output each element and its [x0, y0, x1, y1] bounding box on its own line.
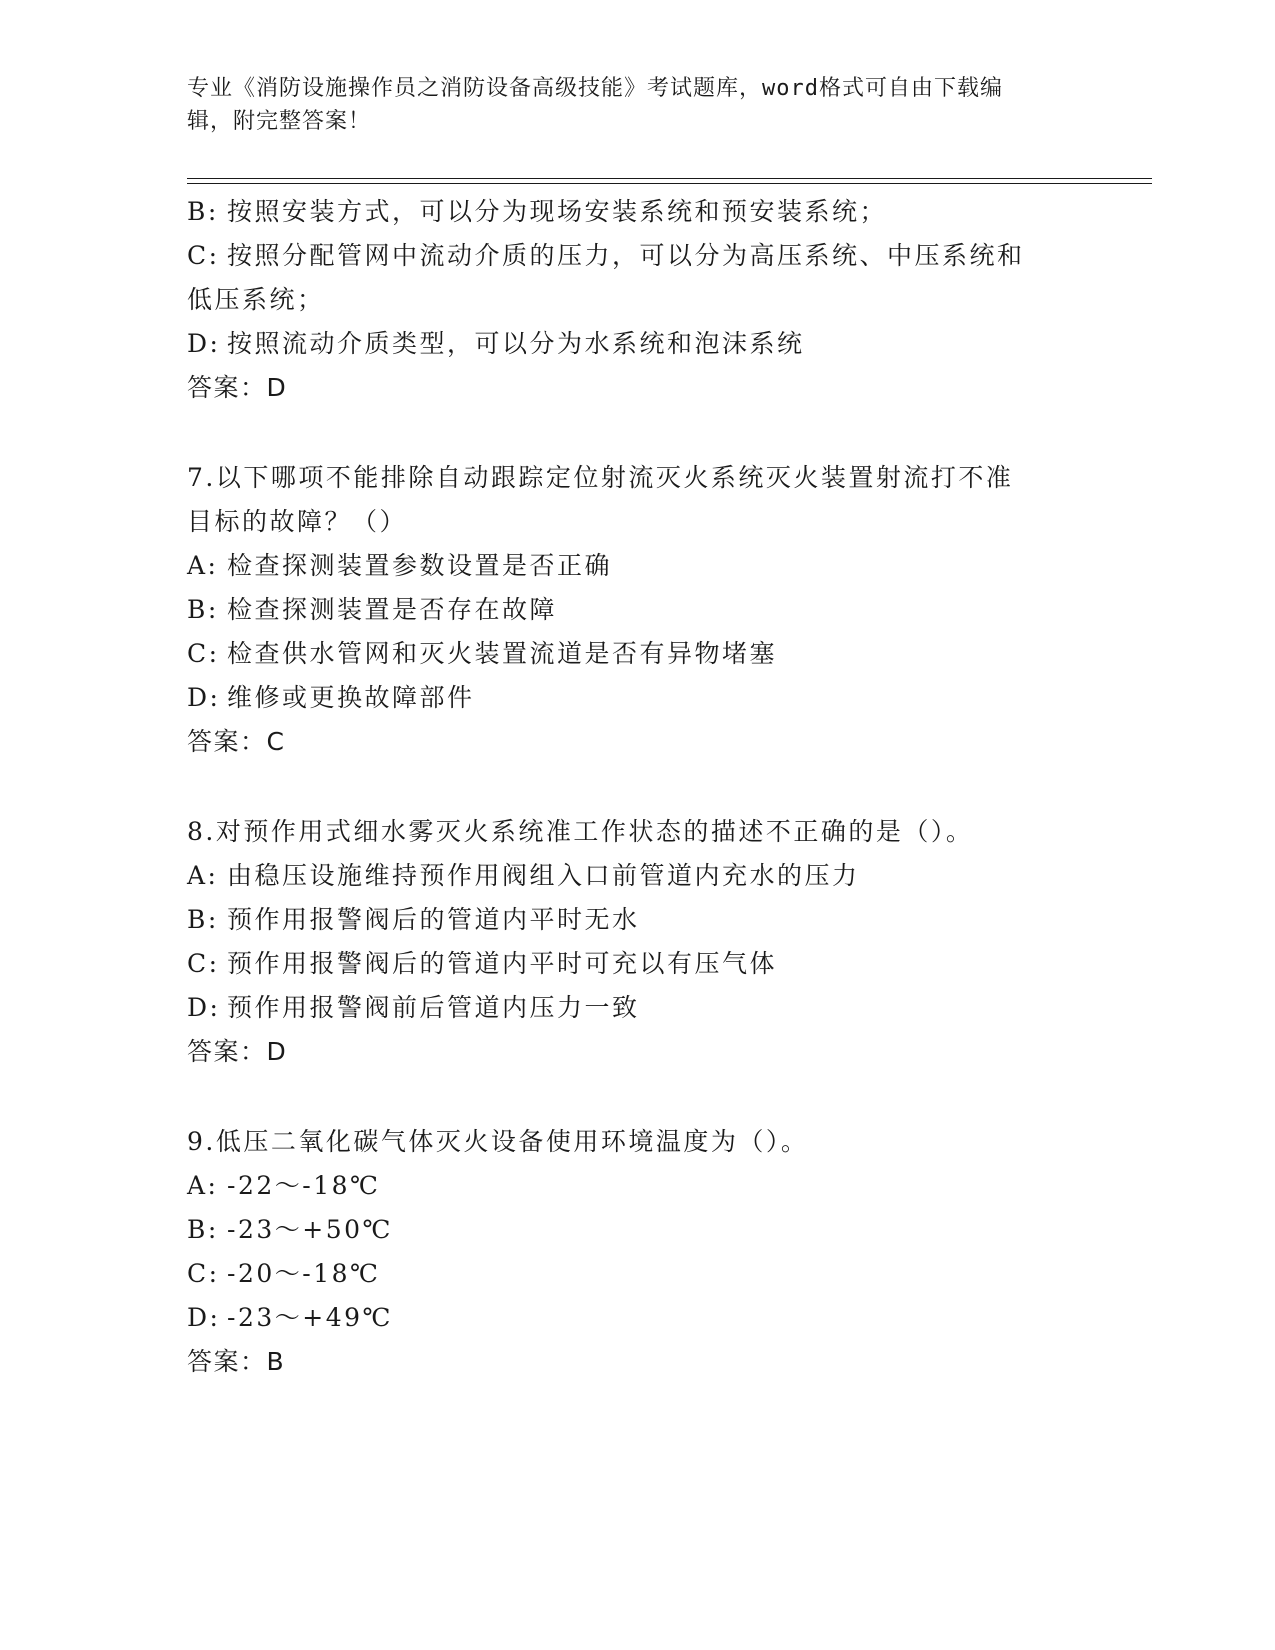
- question-8-option-b: [187, 904, 1087, 936]
- question-8-option-d: [187, 992, 1087, 1024]
- option-label: B:: [187, 197, 219, 226]
- header-divider-top: [187, 178, 1152, 179]
- option-label: D:: [187, 993, 221, 1022]
- option-text: 按照流动介质类型，可以分为水系统和泡沫系统: [227, 329, 805, 358]
- option-text: -22～-18℃: [227, 1171, 381, 1200]
- option-label: B:: [187, 595, 219, 624]
- option-text: -20～-18℃: [227, 1259, 381, 1288]
- option-label: D:: [187, 683, 221, 712]
- option-text: 维修或更换故障部件: [227, 683, 475, 712]
- question-9-option-d: [187, 1302, 1087, 1334]
- question-9-option-a: [187, 1170, 1087, 1202]
- question-7-stem: 7.以下哪项不能排除自动跟踪定位射流灭火系统灭火装置射流打不准: [187, 463, 1014, 492]
- question-7-option-b: [187, 594, 1087, 626]
- option-label: A:: [187, 861, 219, 890]
- option-label: A:: [187, 1171, 219, 1200]
- option-text: 预作用报警阀前后管道内压力一致: [227, 993, 640, 1022]
- option-label: C:: [187, 949, 220, 978]
- document-header: [187, 72, 1067, 138]
- answer-8: 答案：D: [187, 1037, 288, 1066]
- question-9-stem: 9.低压二氧化碳气体灭火设备使用环境温度为（）。: [187, 1127, 809, 1156]
- question-8-stem: 8.对预作用式细水雾灭火系统准工作状态的描述不正确的是（）。: [187, 817, 974, 846]
- header-line-2: 辑，附完整答案！: [187, 109, 372, 134]
- option-text: 预作用报警阀后的管道内平时可充以有压气体: [227, 949, 778, 978]
- question-7-option-c: [187, 638, 1087, 670]
- option-b: [187, 196, 1087, 228]
- option-label: C:: [187, 639, 220, 668]
- option-d: [187, 328, 1087, 360]
- question-9-option-b: [187, 1214, 1087, 1246]
- option-text: 预作用报警阀后的管道内平时无水: [227, 905, 640, 934]
- question-7-option-a: [187, 550, 1087, 582]
- option-c: [187, 240, 1087, 272]
- option-label: B:: [187, 1215, 219, 1244]
- option-text: 按照安装方式，可以分为现场安装系统和预安装系统；: [227, 197, 888, 226]
- answer-7: 答案：C: [187, 727, 286, 756]
- option-text: -23～+50℃: [227, 1215, 393, 1244]
- option-text: 检查探测装置参数设置是否正确: [227, 551, 613, 580]
- header-line-1: 专业《消防设施操作员之消防设备高级技能》考试题库，word格式可自由下载编: [187, 76, 1003, 101]
- option-text: 按照分配管网中流动介质的压力，可以分为高压系统、中压系统和: [227, 241, 1025, 270]
- question-9-option-c: [187, 1258, 1087, 1290]
- option-text: 检查探测装置是否存在故障: [227, 595, 558, 624]
- question-8-option-c: [187, 948, 1087, 980]
- option-text: 检查供水管网和灭火装置流道是否有异物堵塞: [227, 639, 778, 668]
- option-label: A:: [187, 551, 219, 580]
- option-label: C:: [187, 241, 220, 270]
- option-label: B:: [187, 905, 219, 934]
- header-divider-bottom: [187, 183, 1152, 184]
- answer-9: 答案：B: [187, 1347, 286, 1376]
- question-8-option-a: [187, 860, 1087, 892]
- option-c-continued: 低压系统；: [187, 285, 325, 314]
- option-label: D:: [187, 1303, 221, 1332]
- option-label: C:: [187, 1259, 220, 1288]
- question-7-stem-continued: 目标的故障？（）: [187, 507, 408, 536]
- answer-6: 答案：D: [187, 373, 288, 402]
- question-7-option-d: [187, 682, 1087, 714]
- option-text: 由稳压设施维持预作用阀组入口前管道内充水的压力: [227, 861, 860, 890]
- option-text: -23～+49℃: [227, 1303, 393, 1332]
- option-label: D:: [187, 329, 221, 358]
